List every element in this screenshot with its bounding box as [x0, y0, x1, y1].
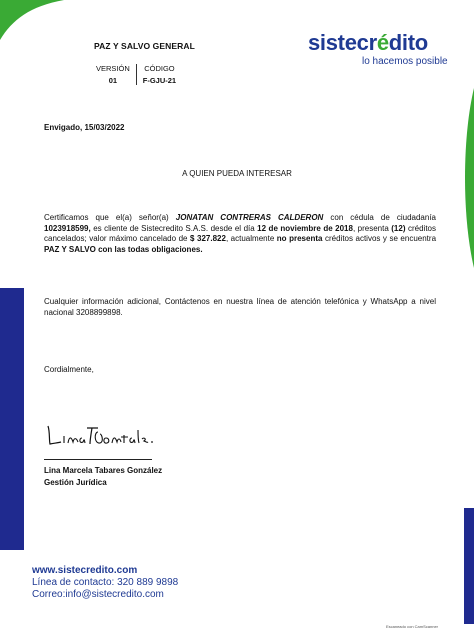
logo-wordmark: [308, 32, 448, 54]
code-label: CÓDIGO: [144, 64, 175, 73]
footer-contact: [32, 565, 178, 601]
p1-text-h: con las todas obligaciones.: [95, 244, 203, 254]
logo-part2: é: [376, 30, 389, 55]
scanner-watermark: Escaneado con CamScanner: [385, 624, 438, 629]
handwritten-signature: [44, 420, 154, 448]
no-active-credits: no presenta: [276, 234, 323, 243]
code-block: [136, 64, 182, 85]
document-meta: [90, 64, 182, 85]
credits-count: (12): [391, 223, 406, 233]
corner-green-curve-top-left: [0, 0, 70, 60]
document-title: PAZ Y SALVO GENERAL: [94, 41, 195, 51]
client-name: JONATAN CONTRERAS CALDERON: [175, 213, 324, 222]
code-value: F-GJU-21: [142, 76, 177, 85]
logo-part3: dito: [388, 30, 428, 55]
p1-text-e: créditos cancelados; valor máximo cancelado de: [44, 223, 436, 243]
letter-date: Envigado, 15/03/2022: [44, 123, 125, 132]
max-amount: $ 327.822: [190, 234, 226, 243]
certification-paragraph: [44, 213, 436, 255]
version-value: 01: [108, 76, 118, 85]
letter-salutation: A QUIEN PUEDA INTERESAR: [182, 169, 292, 178]
client-id: 1023918599,: [44, 223, 91, 233]
p1-text-d: , presenta: [352, 223, 392, 233]
letter-closing: Cordialmente,: [44, 365, 94, 374]
decorative-blue-bar-left: [0, 288, 24, 550]
signature-line: [44, 459, 152, 460]
footer-email: Correo:info@sistecredito.com: [32, 589, 164, 600]
p1-text-f: , actualmente: [225, 234, 277, 243]
p1-text-c: es cliente de Sistecredito S.A.S. desde el día: [90, 223, 258, 233]
version-label: VERSIÓN: [96, 64, 130, 73]
decorative-blue-bar-right: [464, 508, 474, 624]
footer-phone: Línea de contacto: 320 889 9898: [32, 577, 179, 588]
p1-text-b: con cédula de ciudadanía: [323, 213, 437, 222]
client-since-date: 12 de noviembre de 2018: [257, 223, 353, 233]
signer-name: Lina Marcela Tabares González: [44, 466, 163, 475]
sistecredito-logo: [308, 32, 448, 67]
version-block: [90, 64, 136, 85]
logo-part1: sistecr: [308, 30, 377, 55]
p1-text-a: Certificamos que el(a) señor(a): [44, 213, 176, 222]
footer-website: www.sistecredito.com: [32, 565, 138, 576]
contact-paragraph: Cualquier información adicional, Contáctenos en nuestra línea de atención telefónica y WhatsApp a nivel nacional 3208899898.: [44, 297, 436, 317]
logo-tagline: lo hacemos posible: [362, 56, 448, 67]
p1-text-g: créditos activos y se encuentra: [322, 234, 437, 243]
signer-role: Gestión Jurídica: [44, 478, 107, 487]
status-paz-y-salvo: PAZ Y SALVO: [44, 244, 96, 254]
